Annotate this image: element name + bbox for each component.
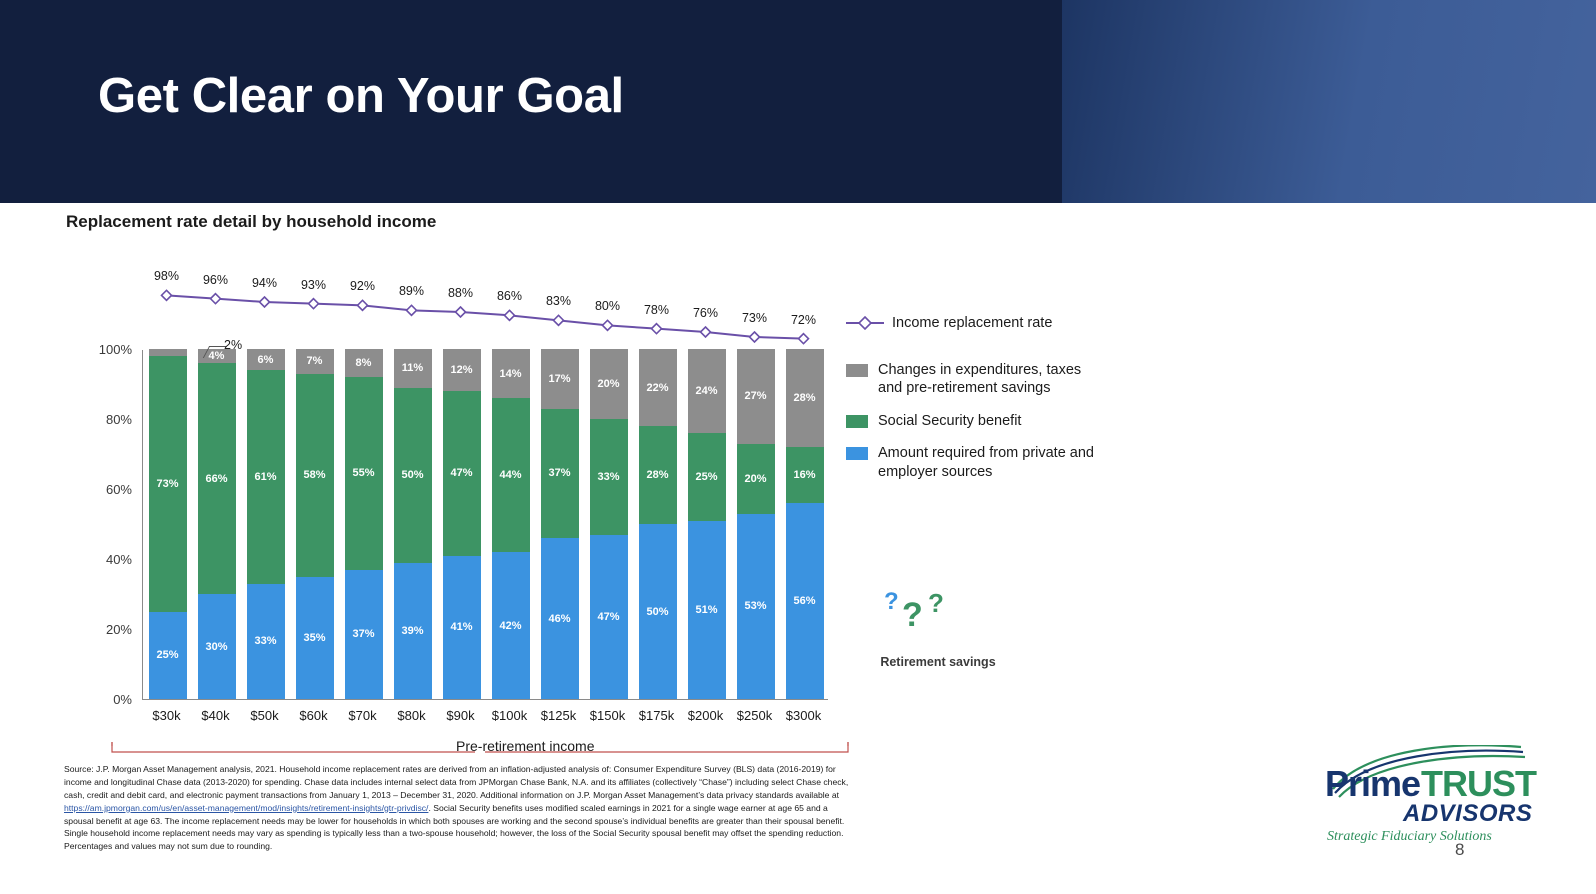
bar-stack	[786, 349, 824, 699]
line-point-label: 89%	[398, 284, 425, 299]
bar-segment-blue	[198, 594, 236, 699]
bar-segment-blue	[296, 577, 334, 700]
line-point-label: 88%	[447, 286, 474, 300]
y-axis-tick-label: 80%	[105, 412, 132, 427]
bar-segment-label: 55%	[352, 467, 375, 480]
logo-tagline: Strategic Fiduciary Solutions	[1327, 829, 1492, 844]
line-point-label: 78%	[643, 302, 670, 317]
bar-stack	[688, 349, 726, 699]
line-marker-icon	[846, 316, 884, 330]
bar-segment-label: 61%	[254, 470, 277, 483]
bar-segment-blue	[590, 535, 628, 700]
bar-segment-gray	[296, 349, 334, 374]
bar-segment-gray	[492, 349, 530, 398]
bar-segment-label: 39%	[401, 624, 424, 637]
footnote	[64, 763, 854, 853]
bar-segment-gray	[639, 349, 677, 426]
y-axis-tick-label: 100%	[98, 342, 132, 357]
chart-container	[66, 250, 846, 754]
line-point-label: 76%	[692, 306, 719, 320]
bar-segment-green	[247, 370, 285, 584]
y-axis-tick-label: 20%	[105, 622, 132, 637]
x-axis-tick-label: $60k	[299, 708, 328, 723]
bar-segment-label: 30%	[205, 640, 228, 653]
x-axis-tick-label: $150k	[589, 708, 626, 723]
bar-segment-blue	[541, 538, 579, 699]
bar-segment-label: 50%	[646, 605, 669, 618]
bar-segment-label: 14%	[499, 367, 522, 380]
bar-stack	[247, 349, 285, 699]
bar-segment-green	[394, 388, 432, 563]
bar-segment-gray	[590, 349, 628, 419]
x-axis-tick-label: $250k	[736, 708, 773, 723]
bar-stack	[443, 349, 481, 699]
bar-segment-label: 20%	[597, 378, 620, 390]
bar-stack	[492, 349, 530, 699]
retirement-savings-question-marks	[884, 588, 1004, 644]
bar-segment-label: 33%	[597, 470, 620, 483]
bar-segment-green	[149, 356, 187, 612]
bar-segment-label: 66%	[205, 472, 228, 485]
bar-segment-blue	[639, 524, 677, 699]
bar-segment-label: 20%	[744, 472, 767, 485]
bar-segment-green	[345, 377, 383, 570]
y-axis-tick-label: 60%	[105, 482, 132, 497]
bar-segment-gray	[345, 349, 383, 377]
bar-segment-gray	[247, 349, 285, 370]
header-accent-panel	[1062, 0, 1596, 203]
bar-segment-label: 73%	[156, 477, 179, 490]
line-point-label: 80%	[594, 299, 621, 314]
bar-segment-gray	[541, 349, 579, 409]
bar-segment-label: 8%	[355, 357, 372, 369]
bar-segment-label: 56%	[793, 595, 816, 607]
bar-segment-green	[639, 426, 677, 524]
bar-segment-label: 47%	[597, 610, 620, 623]
logo-text-trust: TRUST	[1421, 763, 1536, 804]
bar-segment-label: 41%	[450, 621, 473, 634]
legend-label-private-sources: Amount required from private and employer sources	[878, 445, 1094, 480]
bar-segment-label: 11%	[401, 362, 424, 375]
line-point-label: 73%	[741, 311, 768, 325]
bar-segment-gray	[443, 349, 481, 391]
bar-segment-label: 4%	[208, 350, 225, 362]
line-point-label: 72%	[790, 312, 817, 327]
bar-segment-green	[296, 374, 334, 577]
legend-item-private-sources	[846, 444, 1106, 481]
bar-segment-label: 16%	[793, 469, 816, 481]
x-axis-range-brace	[110, 742, 850, 760]
bar-segment-label: 22%	[646, 381, 669, 394]
bar-segment-label: 27%	[744, 390, 767, 403]
line-point-label: 94%	[251, 276, 278, 290]
bar-segment-label: 51%	[695, 603, 718, 616]
legend-swatch-green	[846, 415, 868, 428]
bar-segment-gray	[737, 349, 775, 444]
retirement-savings-caption: Retirement savings	[880, 655, 996, 669]
company-logo	[1325, 745, 1555, 845]
line-point-label: 98%	[153, 269, 180, 284]
bar-segment-blue	[345, 570, 383, 700]
legend-swatch-blue	[846, 447, 868, 460]
bar-segment-blue	[737, 514, 775, 700]
x-axis-tick-label: $175k	[638, 708, 675, 723]
x-axis-tick-label: $30k	[152, 708, 181, 723]
footnote-link[interactable]: https://am.jpmorgan.com/us/en/asset-management/mod/insights/retirement-insights/gtr-privdisc/	[64, 802, 429, 813]
bar-segment-green	[443, 391, 481, 556]
legend-label-expenditures: Changes in expenditures, taxes and pre-retirement savings	[878, 361, 1082, 397]
x-axis-tick-label: $90k	[446, 708, 475, 723]
logo-text-advisors: ADVISORS	[1403, 800, 1533, 827]
bar-segment-blue	[688, 521, 726, 700]
question-mark-small-blue-icon: ?	[884, 588, 899, 615]
y-axis-tick-label: 40%	[105, 552, 132, 567]
chart-legend	[846, 314, 1106, 495]
question-mark-large-green-icon: ?	[902, 596, 923, 634]
bar-segment-label: 28%	[793, 392, 816, 404]
bar-stack	[149, 349, 187, 699]
legend-swatch-gray	[846, 364, 868, 377]
bar-segment-label: 17%	[548, 372, 571, 385]
slide-header	[0, 0, 1596, 203]
footnote-text-before: Source: J.P. Morgan Asset Management analysis, 2021. Household income replacement rates are derived from an inflation-adjusted analysis of: Consumer Expenditure Survey (BLS) data (2016-2019) for income and longitudinal Chase data (2013-2020) for spending. Chase data includes internal select data from JPMorgan Chase Bank, N.A. and its affiliates (collectively “Chase”) including select Chase check, cash, credit and debit card, and electronic payment transactions from January 1, 2013 – December 31, 2020. Additional information on J.P. Morgan Asset Management’s data privacy standards available at	[64, 764, 849, 800]
bar-segment-label: 58%	[303, 469, 326, 481]
bar-segment-green	[492, 398, 530, 552]
page-number: 8	[1455, 840, 1465, 859]
chart-subtitle: Replacement rate detail by household income	[66, 212, 437, 231]
bar-segment-blue	[786, 503, 824, 699]
callout-2-percent: 2%	[224, 338, 243, 352]
bar-segment-label: 46%	[548, 612, 571, 625]
bar-segment-green	[541, 409, 579, 539]
page-title: Get Clear on Your Goal	[98, 69, 624, 123]
bar-stack	[737, 349, 775, 699]
legend-item-expenditures	[846, 361, 1106, 398]
bar-segment-gray	[149, 349, 187, 356]
bar-segment-label: 33%	[254, 635, 277, 648]
bar-stack	[394, 349, 432, 699]
line-point-label: 86%	[496, 289, 523, 304]
legend-label-line: Income replacement rate	[892, 315, 1053, 331]
bar-segment-green	[737, 444, 775, 514]
bar-segment-label: 6%	[257, 353, 274, 366]
bar-segment-gray	[786, 349, 824, 447]
bar-segment-label: 42%	[499, 619, 522, 632]
x-axis-tick-label: $50k	[250, 708, 279, 723]
bar-stack	[296, 349, 334, 699]
plot-area	[142, 350, 828, 700]
bar-segment-label: 53%	[744, 600, 767, 613]
bar-stack	[345, 349, 383, 699]
bar-segment-green	[198, 363, 236, 594]
bar-segment-gray	[394, 349, 432, 388]
line-point-label: 92%	[349, 279, 376, 294]
bar-stack	[541, 349, 579, 699]
line-point-label: 83%	[545, 294, 572, 309]
bar-segment-label: 25%	[695, 470, 718, 483]
bar-segment-label: 12%	[450, 364, 473, 376]
bar-segment-label: 28%	[646, 469, 669, 481]
y-axis-tick-label: 0%	[113, 692, 132, 707]
line-point-label: 93%	[300, 277, 327, 292]
bar-segment-gray	[688, 349, 726, 433]
question-mark-medium-green-icon: ?	[928, 588, 944, 618]
bar-stack	[639, 349, 677, 699]
x-axis-tick-label: $125k	[540, 708, 577, 723]
x-axis-tick-label: $100k	[491, 708, 528, 723]
bar-segment-green	[786, 447, 824, 503]
x-axis-tick-label: $40k	[201, 708, 230, 723]
bar-segment-green	[688, 433, 726, 521]
bar-segment-label: 37%	[352, 628, 375, 641]
x-axis-tick-label: $70k	[348, 708, 377, 723]
x-axis-tick-label: $80k	[397, 708, 426, 723]
x-axis-title: Pre-retirement income	[456, 738, 595, 754]
bar-segment-blue	[394, 563, 432, 700]
bar-segment-label: 50%	[401, 469, 424, 481]
footnote-text-after: . Social Security benefits uses modified scaled earnings in 2021 for a single wage earner at age 65 and a spousal benefit at age 63. The income replacement needs may be lower for households in which both spouses are working and the second spouse’s individual benefits are greater than their spousal benefit. Single household income replacement needs may vary as spending is typically less than a two-spouse household; however, the loss of the Social Security spousal benefit may offset the spending reduction. Percentages and values may not sum due to rounding.	[64, 802, 845, 852]
bar-segment-green	[590, 419, 628, 535]
bar-segment-blue	[149, 612, 187, 700]
bar-segment-label: 24%	[695, 385, 718, 397]
bar-segment-label: 37%	[548, 467, 571, 480]
bar-stack	[198, 349, 236, 699]
bar-segment-blue	[492, 552, 530, 699]
logo-text-prime: Prime	[1325, 763, 1421, 804]
legend-item-line	[846, 314, 1106, 333]
legend-item-social-security	[846, 412, 1106, 431]
line-point-label: 96%	[202, 272, 229, 287]
x-axis-tick-label: $200k	[687, 708, 724, 723]
bar-segment-label: 35%	[303, 631, 326, 644]
bar-segment-label: 25%	[156, 649, 179, 662]
bar-segment-label: 47%	[450, 467, 473, 480]
bar-segment-label: 44%	[499, 469, 522, 481]
legend-label-social-security: Social Security benefit	[878, 412, 1022, 429]
x-axis-tick-label: $300k	[785, 708, 822, 723]
bar-stack	[590, 349, 628, 699]
bar-segment-blue	[443, 556, 481, 700]
bar-segment-label: 7%	[306, 355, 323, 368]
bar-segment-blue	[247, 584, 285, 700]
